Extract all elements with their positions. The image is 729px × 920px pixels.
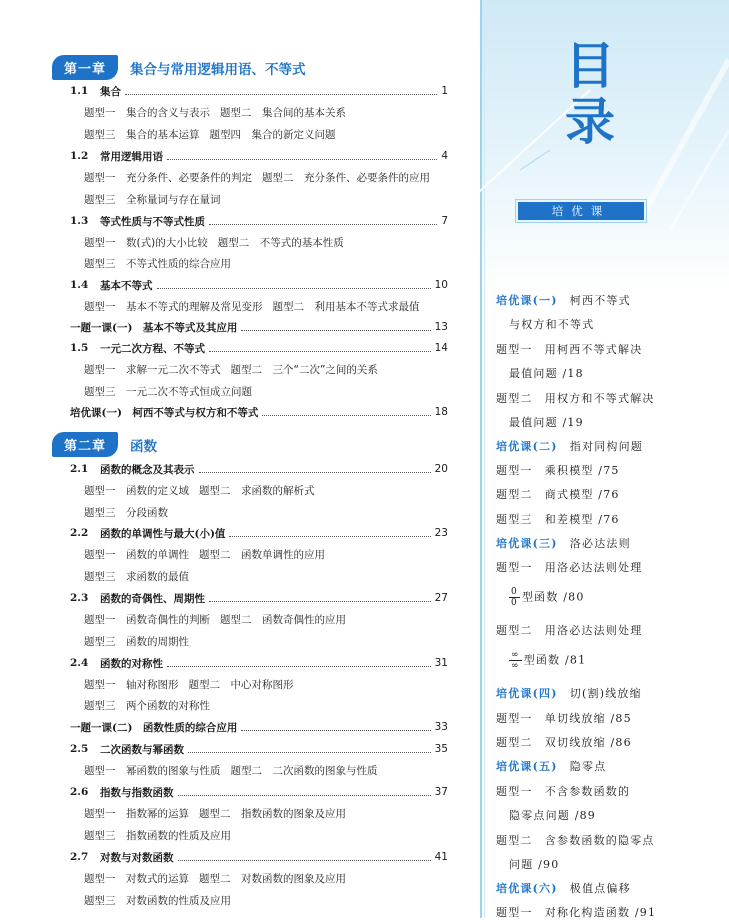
subtopic: 题型一 集合的含义与表示 (84, 107, 210, 119)
peiyou-pill: 培优课 (518, 202, 644, 220)
page-number: 7 (441, 215, 448, 227)
subtopic-text: 问题 /90 (509, 858, 560, 871)
title-char: 录 (565, 93, 615, 151)
section-title: 二次函数与幂函数 (100, 743, 184, 756)
toc-entry-2-1[interactable] (70, 461, 448, 477)
page-number: 37 (434, 786, 448, 798)
peiyou-lesson-heading[interactable] (496, 535, 631, 551)
peiyou-subtopic (509, 587, 585, 608)
page-number: 41 (434, 851, 448, 863)
subtopic-line (84, 170, 430, 185)
subtopic: 题型一 对数式的运算 (84, 873, 189, 885)
leader-dots (178, 795, 431, 796)
peiyou-subtopic (496, 511, 620, 527)
toc-entry-lesson-2[interactable] (70, 719, 448, 735)
section-title: 集合 (100, 85, 121, 98)
subtopic-line (84, 362, 378, 377)
leader-dots (178, 860, 431, 861)
section-number: 2.7 (70, 851, 89, 863)
leader-dots (199, 472, 431, 473)
page-number: 18 (434, 406, 448, 418)
peiyou-subtopic (509, 650, 586, 671)
section-number: 2.6 (70, 786, 89, 798)
subtopic-text: 题型二 商式模型 /76 (496, 488, 620, 501)
subtopic-line (84, 698, 210, 713)
section-title: 函数的对称性 (100, 657, 163, 670)
toc-entry-1-5[interactable] (70, 340, 448, 356)
leader-dots (209, 351, 431, 352)
toc-entry-2-7[interactable] (70, 849, 448, 865)
subtopic: 题型二 三个“二次”之间的关系 (230, 364, 378, 376)
subtopic-line (84, 612, 346, 627)
subtopic: 题型三 对数函数的性质及应用 (84, 895, 231, 907)
peiyou-subtopic (509, 856, 559, 872)
peiyou-subtopic (509, 365, 584, 381)
section-title: 等式性质与不等式性质 (100, 215, 205, 228)
subtopic: 题型二 对数函数的图象及应用 (199, 873, 346, 885)
subtopic-line (84, 871, 346, 886)
subtopic-text: 题型二 用洛必达法则处理 (496, 624, 643, 637)
section-title: 一题一课(二) 函数性质的综合应用 (70, 721, 238, 734)
subtopic: 题型二 充分条件、必要条件的应用 (262, 172, 430, 184)
subtopic: 题型三 集合的基本运算 (84, 129, 200, 141)
peiyou-subtopic (509, 807, 596, 823)
subtopic-text: 题型一 单切线放缩 /85 (496, 712, 632, 725)
title-char: 目 (565, 37, 615, 95)
section-title: 培优课(一) 柯西不等式与权方和不等式 (70, 406, 259, 419)
chapter-title: 集合与常用逻辑用语、不等式 (130, 61, 306, 78)
section-number: 2.1 (70, 463, 89, 475)
subtopic: 题型二 中心对称图形 (188, 679, 294, 691)
subtopic-line (84, 806, 346, 821)
subtopic: 题型二 指数函数的图象及应用 (199, 808, 346, 820)
page-number: 14 (434, 342, 448, 354)
leader-dots (167, 159, 437, 160)
fraction-glyph: $\frac{\infty}{\infty}$ (511, 650, 520, 671)
toc-entry-1-3[interactable] (70, 213, 448, 229)
subtopic-line (84, 384, 252, 399)
subtopic-line (84, 483, 315, 498)
lesson-topic: 切(割)线放缩 (557, 687, 642, 700)
subtopic: 题型二 利用基本不等式求最值 (272, 301, 420, 313)
section-title: 常用逻辑用语 (100, 150, 163, 163)
subtopic: 题型三 函数的周期性 (84, 636, 189, 648)
peiyou-subtopic (496, 710, 632, 726)
peiyou-subtopic (496, 390, 655, 406)
section-number: 2.2 (70, 527, 89, 539)
subtopic-text: 题型一 乘积模型 /75 (496, 464, 620, 477)
toc-entry-1-2[interactable] (70, 148, 448, 164)
subtopic-line (84, 828, 231, 843)
section-number: 1.4 (70, 279, 89, 291)
subtopic: 题型一 数(式)的大小比较 (84, 237, 208, 249)
chapter-2-header (52, 432, 157, 457)
peiyou-subtopic (496, 462, 620, 478)
section-number: 2.5 (70, 743, 89, 755)
subtopic: 题型二 集合间的基本关系 (220, 107, 346, 119)
section-number: 1.5 (70, 342, 89, 354)
section-title: 一元二次方程、不等式 (100, 342, 205, 355)
subtopic-line (84, 505, 168, 520)
subtopic: 题型三 一元二次不等式恒成立问题 (84, 386, 252, 398)
subtopic: 题型一 指数幂的运算 (84, 808, 189, 820)
subtopic-line (84, 256, 231, 271)
peiyou-subtopic (496, 622, 642, 638)
section-title: 一题一课(一) 基本不等式及其应用 (70, 321, 238, 334)
chapter-title: 函数 (130, 438, 158, 455)
peiyou-subtopic (496, 559, 642, 575)
peiyou-lesson-heading[interactable] (496, 758, 606, 774)
toc-entry-peiyou-1[interactable] (70, 404, 448, 420)
lesson-label: 培优课(六) (496, 882, 558, 895)
chapter-badge: 第一章 (52, 55, 118, 80)
subtopic: 题型一 函数的单调性 (84, 549, 189, 561)
lesson-topic: 隐零点 (557, 760, 607, 773)
page-number: 35 (434, 743, 448, 755)
subtopic: 题型二 函数奇偶性的应用 (220, 614, 346, 626)
lesson-topic: 指对同构问题 (557, 440, 644, 453)
leader-dots (241, 330, 430, 331)
chapter-badge: 第二章 (52, 432, 118, 457)
subtopic: 题型一 充分条件、必要条件的判定 (84, 172, 252, 184)
subtopic-text: 题型一 对称化构造函数 /91 (496, 906, 657, 919)
section-number: 2.3 (70, 592, 89, 604)
chapter-1-header (52, 55, 306, 80)
subtopic-line (84, 677, 294, 692)
subtopic-text: 隐零点问题 /89 (509, 809, 596, 822)
subtopic-line (84, 192, 221, 207)
section-title: 对数与对数函数 (100, 851, 174, 864)
subtopic-line (84, 547, 325, 562)
page-number: 20 (434, 463, 448, 475)
subtopic-text: 题型二 双切线放缩 /86 (496, 736, 632, 749)
section-number: 1.1 (70, 85, 89, 97)
fraction-glyph: $\frac{0}{0}$ (511, 587, 518, 608)
subtopic-line (84, 105, 346, 120)
subtopic-text: 最值问题 /18 (509, 367, 584, 380)
section-title: 函数的概念及其表示 (100, 463, 195, 476)
leader-dots (262, 415, 430, 416)
section-number: 1.3 (70, 215, 89, 227)
subtopic: 题型一 函数奇偶性的判断 (84, 614, 210, 626)
subtopic: 题型二 函数单调性的应用 (199, 549, 325, 561)
peiyou-subtopic (496, 341, 642, 357)
subtopic: 题型一 求解一元二次不等式 (84, 364, 221, 376)
peiyou-lesson-heading[interactable] (496, 438, 643, 454)
toc-entry-2-6[interactable] (70, 784, 448, 800)
subtopic: 题型一 函数的定义域 (84, 485, 189, 497)
page-number: 4 (441, 150, 448, 162)
section-number: 2.4 (70, 657, 89, 669)
section-number: 1.2 (70, 150, 89, 162)
lesson-label: 培优课(二) (496, 440, 558, 453)
leader-dots (229, 536, 430, 537)
subtopic: 题型二 求函数的解析式 (199, 485, 315, 497)
subtopic: 题型三 不等式性质的综合应用 (84, 258, 231, 270)
subtopic-line (84, 127, 336, 142)
subtopic: 题型二 二次函数的图象与性质 (230, 765, 378, 777)
subtopic-text: 型函数 /80 (521, 590, 585, 604)
subtopic-line (84, 235, 344, 250)
page-number: 27 (434, 592, 448, 604)
toc-entry-1-1[interactable] (70, 83, 448, 99)
lesson-topic: 柯西不等式 (557, 294, 631, 307)
leader-dots (209, 601, 431, 602)
subtopic-text: 与权方和不等式 (509, 318, 595, 331)
section-title: 指数与指数函数 (100, 786, 174, 799)
leader-dots (188, 752, 431, 753)
subtopic: 题型一 基本不等式的理解及常见变形 (84, 301, 263, 313)
subtopic: 题型二 不等式的基本性质 (217, 237, 344, 249)
leader-dots (167, 666, 431, 667)
section-title: 基本不等式 (100, 279, 153, 292)
toc-entry-2-2[interactable] (70, 525, 448, 541)
subtopic-text: 题型一 用柯西不等式解决 (496, 343, 643, 356)
peiyou-lesson-heading[interactable] (496, 880, 631, 896)
leader-dots (157, 288, 431, 289)
subtopic: 题型三 全称量词与存在量词 (84, 194, 221, 206)
subtopic-line (84, 634, 189, 649)
subtopic-text: 题型一 不含参数函数的 (496, 785, 631, 798)
peiyou-lesson-heading[interactable] (496, 685, 642, 701)
peiyou-subtopic (496, 832, 655, 848)
page-number: 31 (434, 657, 448, 669)
lesson-label: 培优课(五) (496, 760, 558, 773)
lesson-topic: 极值点偏移 (557, 882, 631, 895)
peiyou-right-column (480, 0, 729, 918)
subtopic-text: 型函数 /81 (523, 653, 587, 667)
subtopic-line (84, 299, 420, 314)
subtopic-line (84, 763, 378, 778)
peiyou-subtopic (509, 316, 594, 332)
lesson-label: 培优课(四) (496, 687, 558, 700)
page-number: 1 (441, 85, 448, 97)
leader-dots (125, 94, 437, 95)
lesson-label: 培优课(一) (496, 294, 558, 307)
peiyou-subtopic (509, 414, 584, 430)
leader-dots (241, 730, 430, 731)
toc-entry-1-4[interactable] (70, 277, 448, 293)
subtopic: 题型四 集合的新定义问题 (209, 129, 336, 141)
subtopic-text: 最值问题 /19 (509, 416, 584, 429)
subtopic: 题型三 分段函数 (84, 507, 168, 519)
subtopic-text: 题型二 用权方和不等式解决 (496, 392, 655, 405)
subtopic-line (84, 569, 189, 584)
page-number: 13 (434, 321, 448, 333)
subtopic-text: 题型二 含参数函数的隐零点 (496, 834, 655, 847)
subtopic: 题型三 指数函数的性质及应用 (84, 830, 231, 842)
peiyou-subtopic (496, 734, 632, 750)
subtopic: 题型三 求函数的最值 (84, 571, 189, 583)
toc-entry-2-5[interactable] (70, 741, 448, 757)
toc-entry-lesson-1[interactable] (70, 319, 448, 335)
lesson-label: 培优课(三) (496, 537, 558, 550)
section-title: 函数的奇偶性、周期性 (100, 592, 205, 605)
section-title: 函数的单调性与最大(小)值 (100, 527, 226, 540)
subtopic-text: 题型三 和差模型 /76 (496, 513, 620, 526)
subtopic: 题型三 两个函数的对称性 (84, 700, 210, 712)
peiyou-subtopic (496, 783, 630, 799)
toc-entry-2-4[interactable] (70, 655, 448, 671)
lesson-topic: 洛必达法则 (557, 537, 631, 550)
catalog-title (560, 38, 620, 150)
subtopic: 题型一 轴对称图形 (84, 679, 179, 691)
subtopic: 题型一 幂函数的图象与性质 (84, 765, 221, 777)
peiyou-subtopic (496, 486, 620, 502)
peiyou-lesson-heading[interactable] (496, 292, 631, 308)
leader-dots (209, 224, 437, 225)
page-number: 33 (434, 721, 448, 733)
page-number: 10 (434, 279, 448, 291)
subtopic-text: 题型一 用洛必达法则处理 (496, 561, 643, 574)
page-number: 23 (434, 527, 448, 539)
toc-entry-2-3[interactable] (70, 590, 448, 606)
subtopic-line (84, 893, 231, 908)
